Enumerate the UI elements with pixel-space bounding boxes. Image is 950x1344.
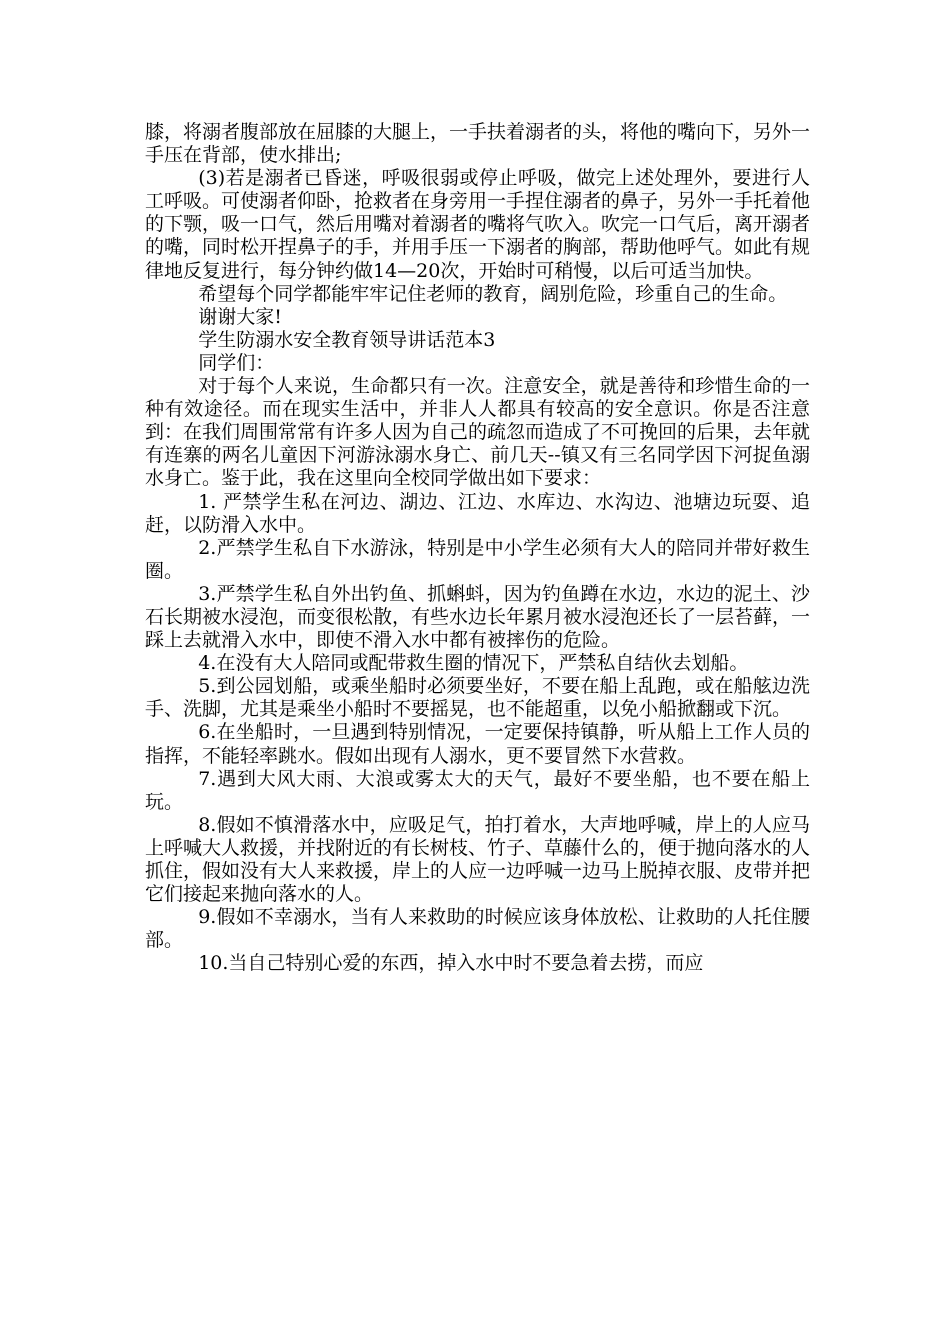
rule-item-2: 2.严禁学生私自下水游泳，特别是中小学生必须有大人的陪同并带好救生圈。 <box>145 536 810 582</box>
rule-item-1: 1. 严禁学生私在河边、湖边、江边、水库边、水沟边、池塘边玩耍、追赶，以防滑入水中。 <box>145 490 810 536</box>
rule-item-5: 5.到公园划船，或乘坐船时必须要坐好，不要在船上乱跑，或在船舷边洗手、洗脚，尤其是乘坐小船时不要摇晃，也不能超重，以免小船掀翻或下沉。 <box>145 675 810 721</box>
document-body <box>145 121 810 975</box>
paragraph-continuation: 膝，将溺者腹部放在屈膝的大腿上，一手扶着溺者的头，将他的嘴向下，另外一手压在背部，使水排出; <box>145 121 811 167</box>
rule-item-4: 4.在没有大人陪同或配带救生圈的情况下，严禁私自结伙去划船。 <box>198 652 749 675</box>
paragraph-thanks: 谢谢大家! <box>198 305 282 328</box>
greeting: 同学们： <box>198 351 275 374</box>
rule-item-9: 9.假如不幸溺水，当有人来救助的时候应该身体放松、让救助的人托住腰部。 <box>145 906 810 952</box>
rule-item-7: 7.遇到大风大雨、大浪或雾太大的天气，最好不要坐船，也不要在船上玩。 <box>145 767 810 813</box>
rule-item-8: 8.假如不慎滑落水中，应吸足气，拍打着水，大声地呼喊，岸上的人应马上呼喊大人救援，并找附近的有长树枝、竹子、草藤什么的，便于抛向落水的人抓住，假如没有大人来救援，岸上的人应一边呼喊一边马上脱掉衣服、皮带并把它们接起来抛向落水的人。 <box>145 813 811 906</box>
paragraph-artificial-respiration: (3)若是溺者已昏迷，呼吸很弱或停止呼吸，做完上述处理外，要进行人工呼吸。可使溺者仰卧，抢救者在身旁用一手捏住溺者的鼻子，另外一手托着他的下颚，吸一口气，然后用嘴对着溺者的嘴将气吹入。吹完一口气后，离开溺者的嘴，同时松开捏鼻子的手，并用手压一下溺者的胸部，帮助他呼气。如此有规律地反复进行，每分钟约做14—20次，开始时可稍慢，以后可适当加快。 <box>145 167 811 282</box>
paragraph-intro: 对于每个人来说，生命都只有一次。注意安全，就是善待和珍惜生命的一种有效途径。而在现实生活中，并非人人都具有较高的安全意识。你是否注意到：在我们周围常常有许多人因为自己的疏忽而造成了不可挽回的后果，去年就有连寨的两名儿童因下河游泳溺水身亡、前几天--镇又有三名同学因下河捉鱼溺水身亡。鉴于此，我在这里向全校同学做出如下要求： <box>145 375 811 490</box>
section-title: 学生防溺水安全教育领导讲话范本3 <box>198 328 496 351</box>
rule-item-3: 3.严禁学生私自外出钓鱼、抓蝌蚪，因为钓鱼蹲在水边，水边的泥土、沙石长期被水浸泡，而变很松散，有些水边长年累月被水浸泡还长了一层苔藓，一踩上去就滑入水中，即使不滑入水中都有被摔伤的危险。 <box>145 582 811 652</box>
paragraph-closing-wish: 希望每个同学都能牢牢记住老师的教育，阔别危险，珍重自己的生命。 <box>198 282 788 305</box>
rule-item-10: 10.当自己特别心爱的东西，掉入水中时不要急着去捞，而应 <box>198 952 704 975</box>
rule-item-6: 6.在坐船时，一旦遇到特别情况，一定要保持镇静，听从船上工作人员的指挥，不能轻率跳水。假如出现有人溺水，更不要冒然下水营救。 <box>145 721 810 767</box>
